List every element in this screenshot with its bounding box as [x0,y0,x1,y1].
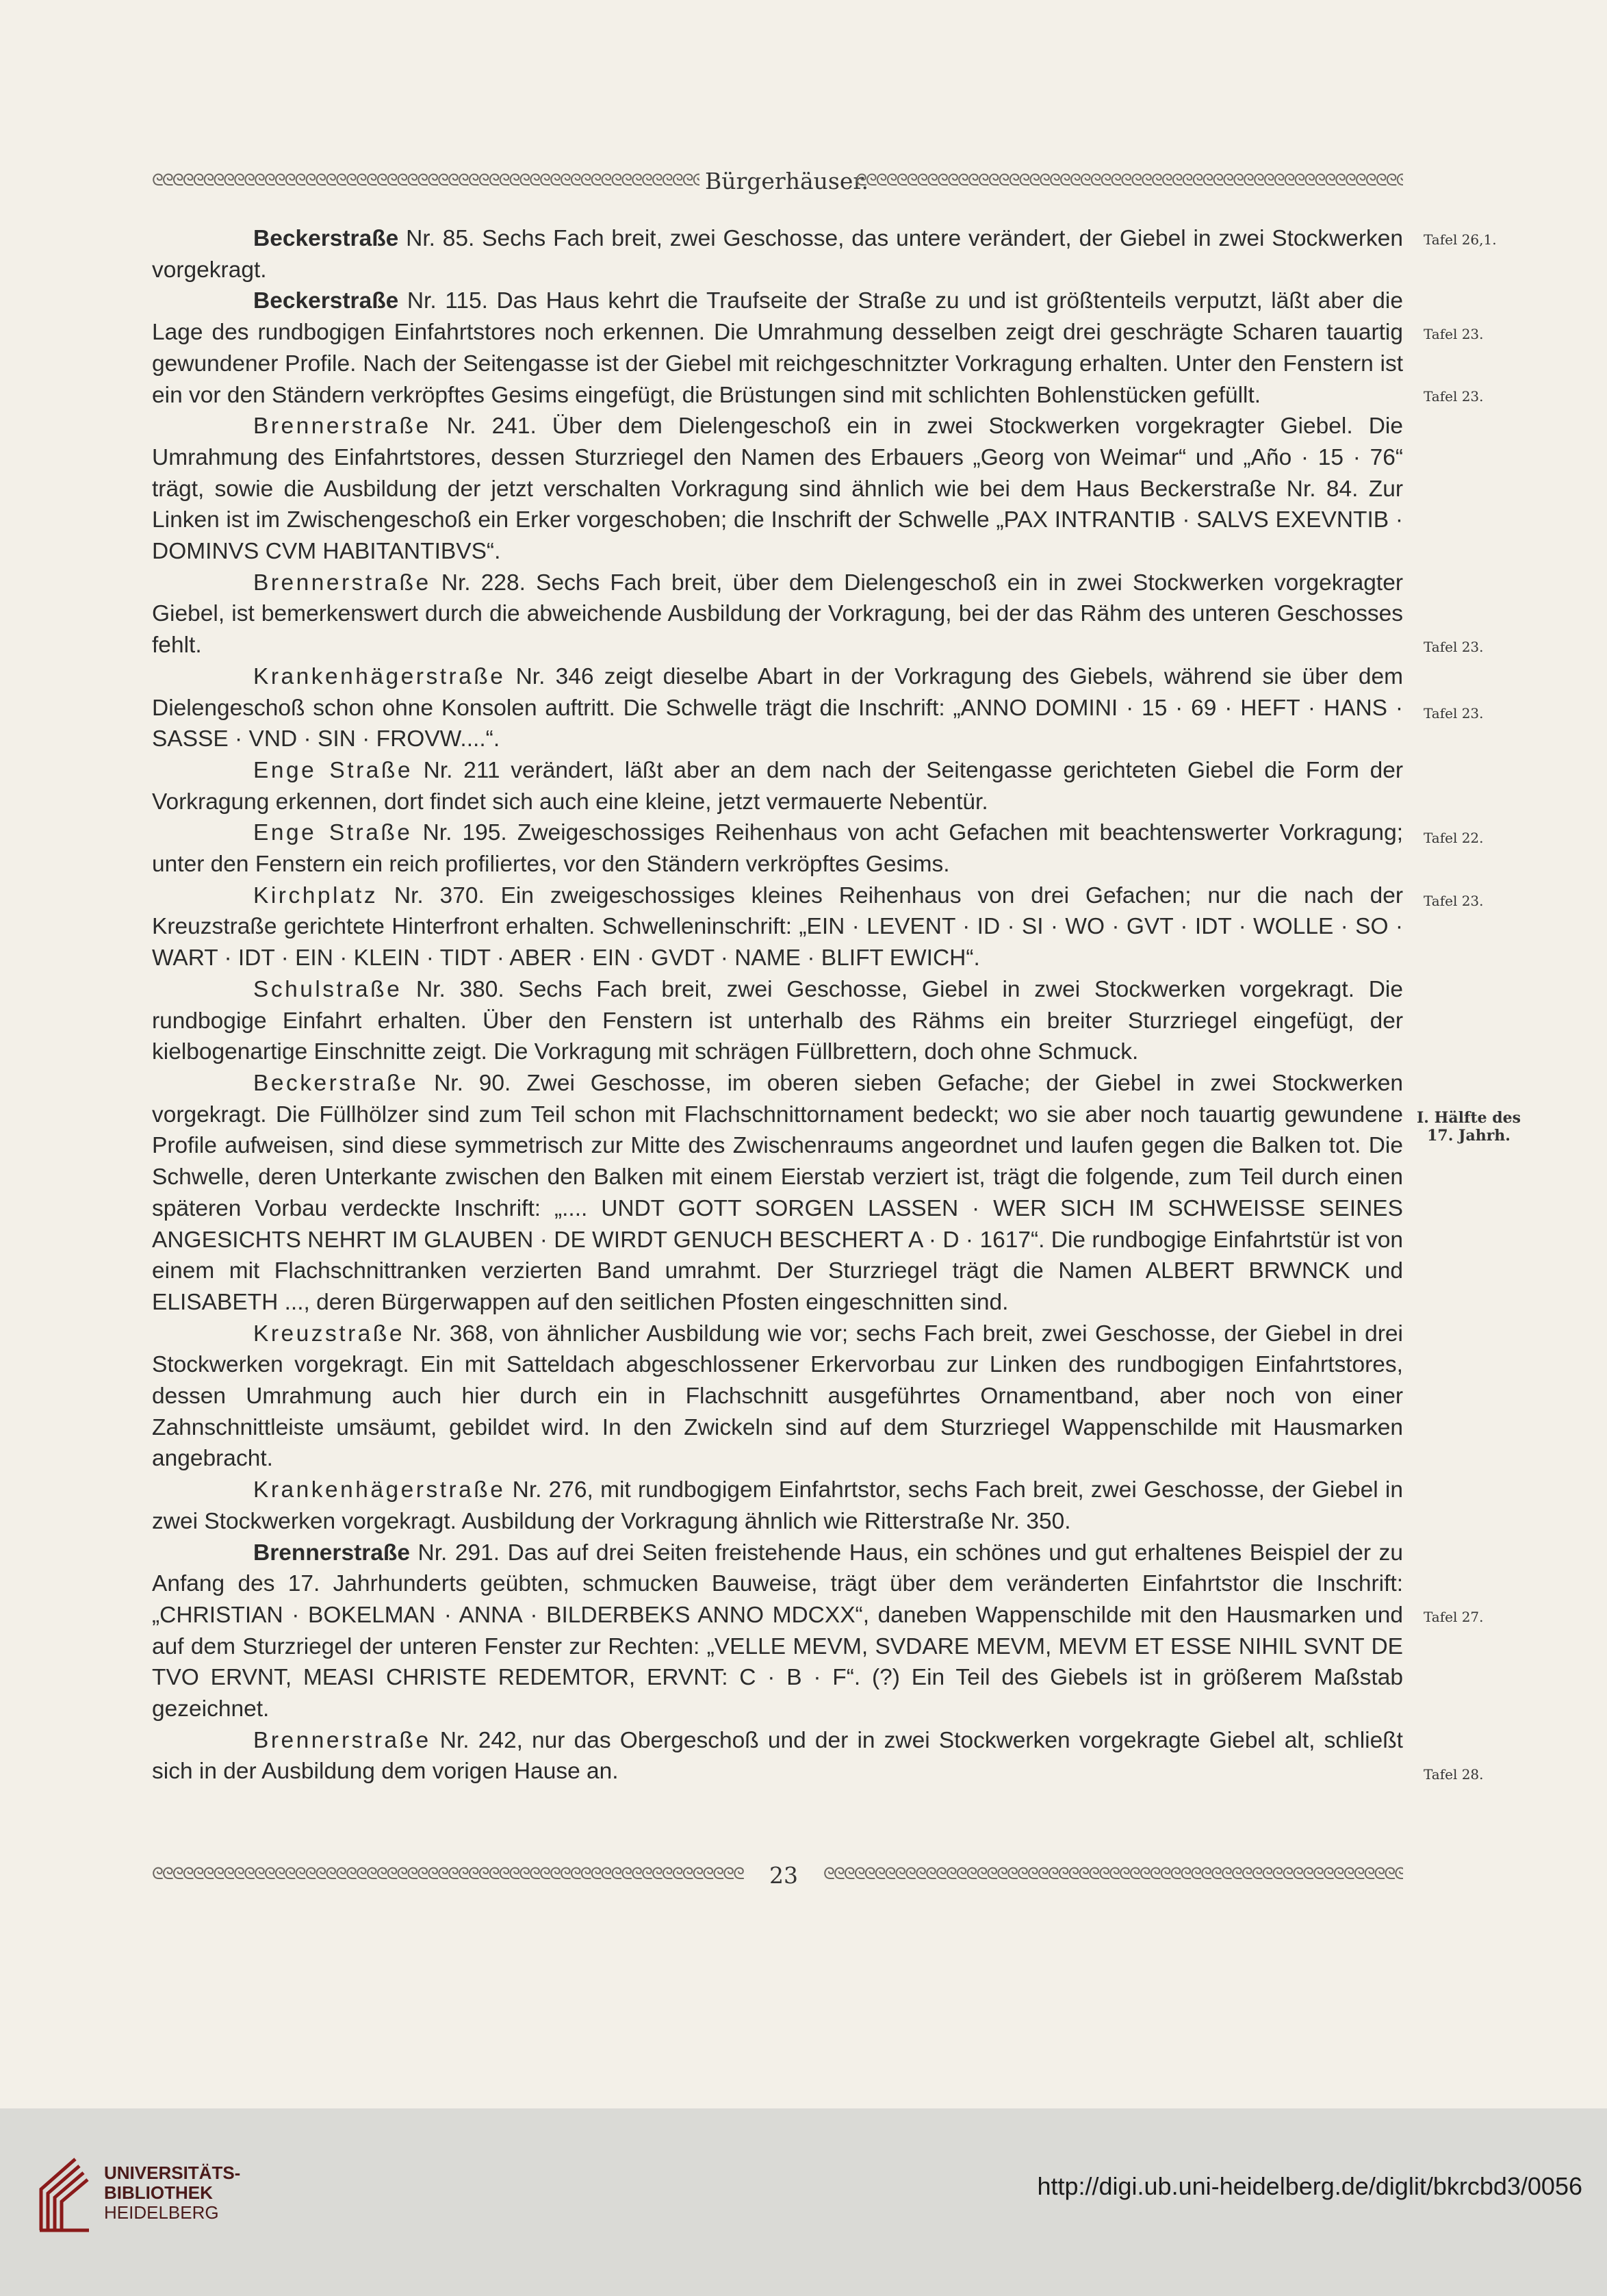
footer-ornament-left [152,1863,744,1884]
margin-note-line: I. Hälfte des [1417,1109,1521,1127]
margin-note: Tafel 23. [1424,388,1484,405]
margin-note-period [1417,1109,1521,1145]
paragraph-text: Nr. 370. Ein zweigeschossiges kleines Reihenhaus von drei Gefachen; nur die nach der Kreuzstraße gerichtete Hinterfront erhalten. Schwelleninschrift: „EIN · LEVENT · ID · SI · WO · GVT · IDT · WOLLE · SO · WART · IDT · EIN · KLEIN · TIDT · ABER · EIN · GVDT · NAME · BLIFT EWICH“. [152,882,1403,971]
paragraph [152,411,1403,567]
paragraph-text: Nr. 211 verändert, läßt aber an dem nach der Seitengasse gerichteten Giebel die Form der Vorkragung erkennen, dort findet sich auch eine kleine, jetzt vermauerte Nebentür. [152,757,1403,815]
street-name: Brennerstraße [253,570,431,596]
street-name: Enge Straße [253,757,413,783]
street-name: Brennerstraße [253,1727,431,1753]
paragraph-text: Nr. 85. Sechs Fach breit, zwei Geschosse, das untere verändert, der Giebel in zwei Stockwerken vorgekragt. [152,226,1403,283]
street-name: Kirchplatz [253,882,378,908]
paragraph [152,817,1403,880]
paragraph [152,880,1403,974]
margin-note: Tafel 26,1. [1424,231,1497,248]
footer-ornament-right [823,1863,1403,1884]
street-name: Krankenhägerstraße [253,1477,506,1503]
paragraph [152,1475,1403,1537]
paragraph-text: Nr. 368, von ähnlicher Ausbildung wie vor; sechs Fach breit, zwei Geschosse, der Giebel in drei Stockwerken vorgekragt. Ein mit Satteldach abgeschlossener Erkervorbau zur Linken des rundbogigen Einfahrtstores, dessen Umrahmung auch hier durch ein in Flachschnitt ausgeführtes Ornamentband, aber noch von einer Zahnschnittleiste umsäumt, gebildet wird. In den Zwickeln sind auf dem Sturzriegel Wappenschilde mit Hausmarken angebracht. [152,1321,1403,1472]
street-name: Krankenhägerstraße [253,663,506,689]
library-name [104,2163,240,2223]
paragraph [152,1068,1403,1318]
paragraph [152,1725,1403,1787]
paragraph-text: Nr. 228. Sechs Fach breit, über dem Dielengeschoß ein in zwei Stockwerken vorgekragter Giebel, ist bemerkenswert durch die abweichende Ausbildung der Vorkragung, bei der das Rähm des unteren Geschosses fehlt. [152,570,1403,659]
header-ornament-left [152,170,699,190]
paragraph-text: Nr. 242, nur das Obergeschoß und der in zwei Stockwerken vorgekragte Giebel alt, schließt sich in der Ausbildung dem vorigen Hause an. [152,1727,1403,1785]
street-name: Schulstraße [253,976,402,1002]
paragraph [152,1538,1403,1725]
library-logo [36,2154,241,2236]
street-name: Beckerstraße [253,226,399,251]
page-number: 23 [769,1862,798,1889]
margin-note: Tafel 23. [1424,326,1484,342]
margin-note: Tafel 27. [1424,1609,1484,1625]
margin-note: Tafel 22. [1424,830,1484,846]
margin-note: Tafel 23. [1424,639,1484,655]
margin-note: Tafel 23. [1424,705,1484,722]
paragraph [152,567,1403,661]
paragraph-text: Nr. 90. Zwei Geschosse, im oberen sieben Gefache; der Giebel in zwei Stockwerken vorgekragt. Die Füllhölzer sind zum Teil schon mit Flachschnittornament bedeckt; wo sie aber noch tauartig gewundene Profile aufweisen, sind diese symmetrisch zur Mitte des Zwischenraums angeordnet und laufen gegen die Balken tot. Die Schwelle, deren Unterkante zwischen den Balken mit einem Eierstab verziert ist, trägt die folgende, zum Teil durch einen späteren Vorbau verdeckte Inschrift: „.... UNDT GOTT SORGEN LASSEN · WER SICH IM SCHWEISSE SEINES ANGESICHTS NEHRT IM GLAUBEN · DE WIRDT GENUCH BESCHERT A · D · 1617“. Die rundbogige Einfahrtstür ist von einem mit Flachschnittranken verzierten Band umrahmt. Der Sturzriegel trägt die Namen ALBERT BRWNCK und ELISABETH ..., deren Bürgerwappen auf den seitlichen Pfosten eingeschnitten sind. [152,1070,1403,1315]
paragraph-text: Nr. 346 zeigt dieselbe Abart in der Vorkragung des Giebels, während sie über dem Dielengeschoß schon ohne Konsolen auftritt. Die Schwelle trägt die Inschrift: „ANNO DOMINI · 15 · 69 · HEFT · HANS · SASSE · VND · SIN · FROVW....“. [152,663,1403,752]
paragraph-text: Nr. 380. Sechs Fach breit, zwei Geschosse, Giebel in zwei Stockwerken vorgekragt. Die rundbogige Einfahrt erhalten. Über den Fenstern ist unterhalb des Rähms ein breiter Sturzriegel eingefügt, der kielbogenartige Einschnitte zeigt. Die Vorkragung mit schrägen Füllbrettern, doch ohne Schmuck. [152,976,1403,1065]
library-name-line: BIBLIOTHEK [104,2182,213,2203]
library-name-line: HEIDELBERG [104,2202,219,2223]
running-header: Bürgerhäuser. [705,168,869,194]
margin-note: Tafel 23. [1424,893,1484,909]
paragraph [152,285,1403,411]
source-url-link[interactable]: http://digi.ub.uni-heidelberg.de/diglit/bkrcbd3/0056 [1037,2172,1582,2200]
street-name: Beckerstraße [253,1070,419,1096]
paragraph-text: Nr. 115. Das Haus kehrt die Traufseite der Straße zu und ist größtenteils verputzt, läßt aber die Lage des rundbogigen Einfahrtstores noch erkennen. Die Umrahmung desselben zeigt drei geschrägte Scharen tauartig gewundener Profile. Nach der Seitengasse ist der Giebel mit reichgeschnitzter Vorkragung erhalten. Unter den Fenstern ist ein vor den Ständern verkröpftes Gesims eingefügt, die Brüstungen sind mit schlichten Bohlenstücken gefüllt. [152,288,1403,408]
paragraph [152,1318,1403,1475]
paragraph-text: Nr. 195. Zweigeschossiges Reihenhaus von acht Gefachen mit beachtenswerter Vorkragung; unter den Fenstern ein reich profiliertes, vor den Ständern verkröpftes Gesims. [152,820,1404,878]
street-name: Enge Straße [253,820,413,846]
paragraph-text: Nr. 276, mit rundbogigem Einfahrtstor, sechs Fach breit, zwei Geschosse, der Giebel in zwei Stockwerken vorgekragt. Ausbildung der Vorkragung ähnlich wie Ritterstraße Nr. 350. [152,1477,1403,1534]
header-ornament-right [856,170,1403,190]
body-text [152,223,1403,1787]
library-name-line: UNIVERSITÄTS- [104,2163,241,2183]
paragraph-text: Nr. 241. Über dem Dielengeschoß ein in zwei Stockwerken vorgekragter Giebel. Die Umrahmung des Einfahrtstores, dessen Sturzriegel den Namen des Erbauers „Georg von Weimar“ und „Año · 15 · 76“ trägt, sowie die Ausbildung der jetzt verschalten Vorkragung sind ähnlich wie bei dem Haus Beckerstraße Nr. 84. Zur Linken ist im Zwischengeschoß ein Erker vorgeschoben; die Inschrift der Schwelle „PAX INTRANTIB · SALVS EXEVNTIB · DOMINVS CVM HABITANTIBVS“. [152,413,1403,565]
paragraph [152,974,1403,1068]
library-logo-icon [36,2154,90,2236]
street-name: Kreuzstraße [253,1321,404,1347]
margin-note-line: 17. Jahrh. [1427,1127,1510,1145]
street-name: Brennerstraße [253,1540,411,1566]
street-name: Brennerstraße [253,413,431,439]
street-name: Beckerstraße [253,288,399,314]
paragraph [152,661,1403,755]
margin-note: Tafel 28. [1424,1766,1484,1783]
paragraph [152,755,1403,817]
paragraph [152,223,1403,285]
paragraph-text: Nr. 291. Das auf drei Seiten freistehende Haus, ein schönes und gut erhaltenes Beispiel der zu Anfang des 17. Jahrhunderts geübten, schmucken Bauweise, trägt über dem veränderten Einfahrtstor die Inschrift: „CHRISTIAN · BOKELMAN · ANNA · BILDERBEKS ANNO MDCXX“, daneben Wappenschilde mit den Hausmarken und auf dem Sturzriegel der unteren Fenster zur Rechten: „VELLE MEVM, SVDARE MEVM, MEVM ET ESSE NIHIL SVNT DE TVO ERVNT, MEASI CHRISTE REDEMTOR, ERVNT: C · B · F“. (?) Ein Teil des Giebels ist in größerem Maßstab gezeichnet. [152,1540,1403,1722]
